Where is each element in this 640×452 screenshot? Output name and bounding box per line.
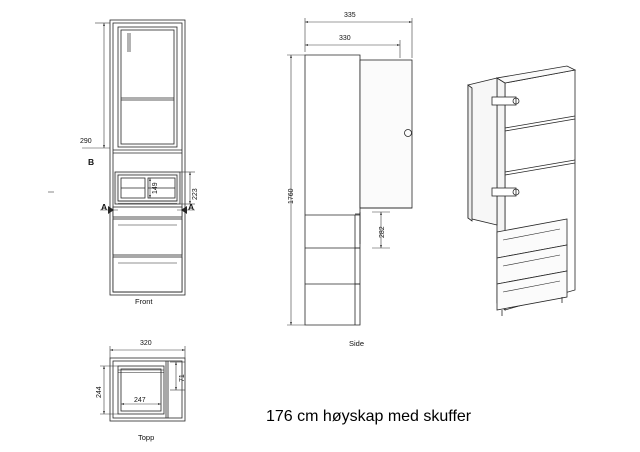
dim-side-335: 335: [344, 12, 356, 19]
dim-side-282: 282: [379, 226, 386, 238]
section-mark-a-right: A: [188, 202, 195, 212]
section-mark-b: B: [88, 157, 95, 167]
side-view-geometry: [305, 55, 412, 325]
dim-top-320: 320: [140, 340, 152, 347]
dim-front-290: 290: [80, 138, 92, 145]
front-view-geometry: [110, 20, 185, 295]
dim-front-223: 223: [192, 188, 199, 200]
view-label-front: Front: [135, 297, 153, 306]
section-mark-a-left: A: [101, 202, 108, 212]
dim-top-247: 247: [134, 397, 146, 404]
view-label-top: Topp: [138, 433, 155, 442]
isometric-view-geometry: [468, 66, 575, 316]
dim-front-149: 149: [152, 182, 159, 194]
dim-side-330: 330: [339, 35, 351, 42]
dim-top-71: 71: [179, 374, 186, 382]
drawing-title: 176 cm høyskap med skuffer: [266, 408, 472, 425]
dim-top-244: 244: [96, 386, 103, 398]
view-label-side: Side: [349, 339, 365, 348]
dim-side-1760: 1760: [288, 188, 295, 204]
top-view-geometry: [110, 358, 185, 421]
